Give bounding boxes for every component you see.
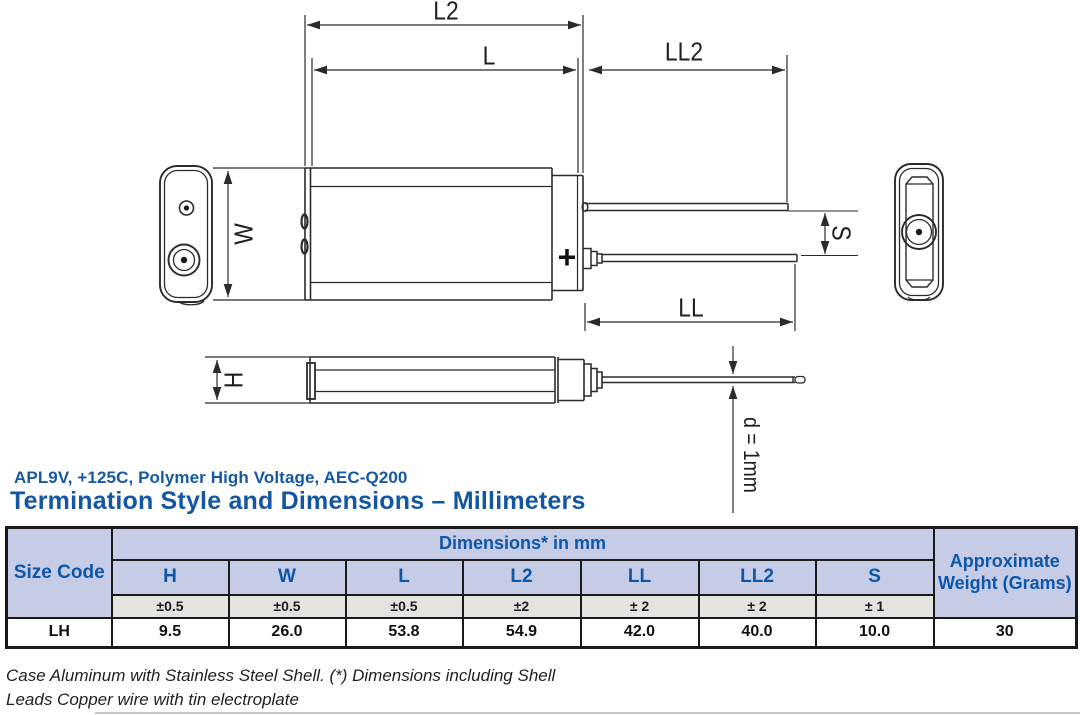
tolerance-ll: ± 2 — [581, 595, 699, 618]
cell-weight: 30 — [934, 618, 1077, 648]
dim-label-ll2: LL2 — [664, 36, 704, 67]
tolerance-h: ±0.5 — [112, 595, 229, 618]
dim-label-h: H — [218, 371, 249, 389]
case-side-view — [302, 168, 584, 300]
end-view-left — [160, 166, 212, 305]
cell-h: 9.5 — [112, 618, 229, 648]
size-code-header: Size Code — [7, 528, 112, 618]
col-header-s: S — [816, 560, 934, 595]
dim-l2-lines — [305, 15, 583, 173]
dim-label-ll: LL — [678, 292, 704, 323]
dim-label-w: W — [228, 223, 259, 245]
cell-l: 53.8 — [346, 618, 463, 648]
table-row-lh — [7, 618, 1077, 648]
part-series-subtitle: APL9V, +125C, Polymer High Voltage, AEC-Q200 — [14, 468, 408, 487]
case-bottom-view — [205, 357, 805, 403]
dim-w-lines — [213, 168, 307, 300]
cell-size-code: LH — [7, 618, 112, 648]
dim-label-l2: L2 — [433, 0, 459, 26]
lead-top — [582, 203, 858, 212]
tolerance-s: ± 1 — [816, 595, 934, 618]
page-title: Termination Style and Dimensions – Millimeters — [10, 487, 586, 515]
col-header-l: L — [346, 560, 463, 595]
dim-ll2-lines — [589, 55, 787, 202]
lead-bottom — [583, 249, 858, 269]
cell-w: 26.0 — [229, 618, 346, 648]
tolerance-l: ±0.5 — [346, 595, 463, 618]
col-header-ll2: LL2 — [699, 560, 816, 595]
dim-label-s: S — [826, 225, 857, 241]
col-header-h: H — [112, 560, 229, 595]
tolerance-ll2: ± 2 — [699, 595, 816, 618]
col-header-ll: LL — [581, 560, 699, 595]
dimensions-header: Dimensions* in mm — [112, 528, 934, 560]
dim-label-l: L — [482, 40, 496, 71]
polarity-plus-mark: + — [557, 239, 577, 276]
cell-ll2: 40.0 — [699, 618, 816, 648]
cell-s: 10.0 — [816, 618, 934, 648]
tolerance-l2: ±2 — [463, 595, 581, 618]
footnote-leads: Leads Copper wire with tin electroplate — [6, 690, 299, 709]
bottom-divider — [95, 712, 1080, 714]
dimensions-table — [5, 526, 1078, 649]
col-header-l2: L2 — [463, 560, 581, 595]
weight-header: Approximate Weight (Grams) — [934, 528, 1077, 618]
end-view-right — [895, 164, 943, 300]
cell-ll: 42.0 — [581, 618, 699, 648]
col-header-w: W — [229, 560, 346, 595]
dim-label-d: d = 1mm — [739, 417, 764, 493]
cell-l2: 54.9 — [463, 618, 581, 648]
footnote-case: Case Aluminum with Stainless Steel Shell. (*) Dimensions including Shell — [6, 666, 556, 685]
dim-l-lines — [312, 58, 578, 173]
tolerance-w: ±0.5 — [229, 595, 346, 618]
